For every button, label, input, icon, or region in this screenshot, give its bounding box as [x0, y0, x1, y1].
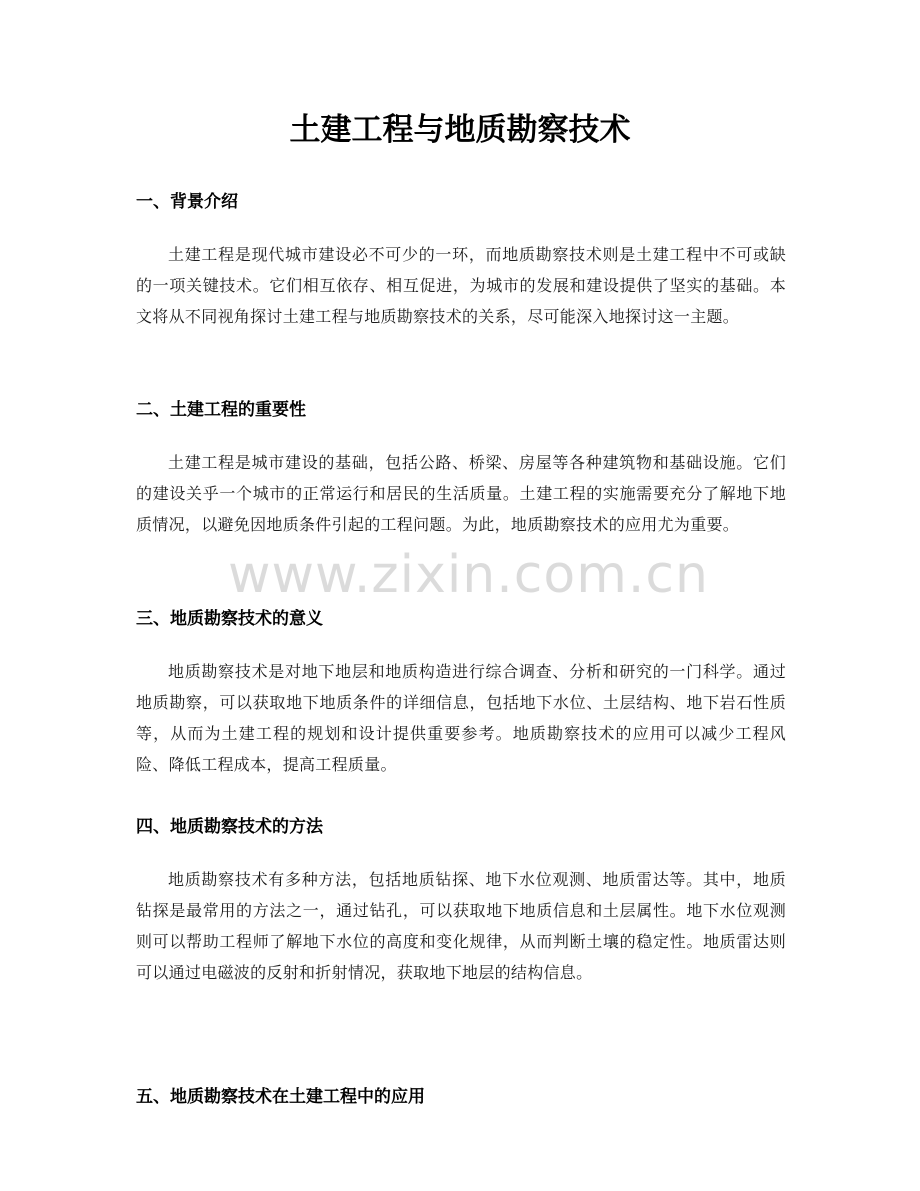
section-heading: 五、地质勘察技术在土建工程中的应用 — [136, 1087, 425, 1107]
section-significance — [136, 606, 786, 780]
section-paragraph: 土建工程是城市建设的基础，包括公路、桥梁、房屋等各种建筑物和基础设施。它们的建设关乎一个城市的正常运行和居民的生活质量。土建工程的实施需要充分了解地下地质情况，以避免因地质条件引起的工程问题。为此，地质勘察技术的应用尤为重要。 — [136, 453, 786, 534]
section-heading: 二、土建工程的重要性 — [136, 400, 306, 420]
section-heading: 四、地质勘察技术的方法 — [136, 817, 323, 837]
watermark: www.zixin.com.cn — [228, 545, 709, 605]
section-heading: 一、背景介绍 — [136, 192, 238, 212]
section-application — [136, 1084, 786, 1110]
section-background — [136, 189, 786, 332]
section-heading: 三、地质勘察技术的意义 — [136, 609, 323, 629]
section-paragraph: 地质勘察技术有多种方法，包括地质钻探、地下水位观测、地质雷达等。其中，地质钻探是最常用的方法之一，通过钻孔，可以获取地下地质信息和土层属性。地下水位观测则可以帮助工程师了解地下水位的高度和变化规律，从而判断土壤的稳定性。地质雷达则可以通过电磁波的反射和折射情况，获取地下地层的结构信息。 — [136, 870, 786, 982]
section-importance — [136, 397, 786, 540]
document-title: 土建工程与地质勘察技术 — [289, 112, 631, 148]
section-paragraph: 土建工程是现代城市建设必不可少的一环，而地质勘察技术则是土建工程中不可或缺的一项关键技术。它们相互依存、相互促进，为城市的发展和建设提供了坚实的基础。本文将从不同视角探讨土建工程与地质勘察技术的关系，尽可能深入地探讨这一主题。 — [136, 245, 786, 326]
section-methods — [136, 814, 786, 988]
section-paragraph: 地质勘察技术是对地下地层和地质构造进行综合调查、分析和研究的一门科学。通过地质勘察，可以获取地下地质条件的详细信息，包括地下水位、土层结构、地下岩石性质等，从而为土建工程的规划和设计提供重要参考。地质勘察技术的应用可以减少工程风险、降低工程成本，提高工程质量。 — [136, 662, 786, 774]
